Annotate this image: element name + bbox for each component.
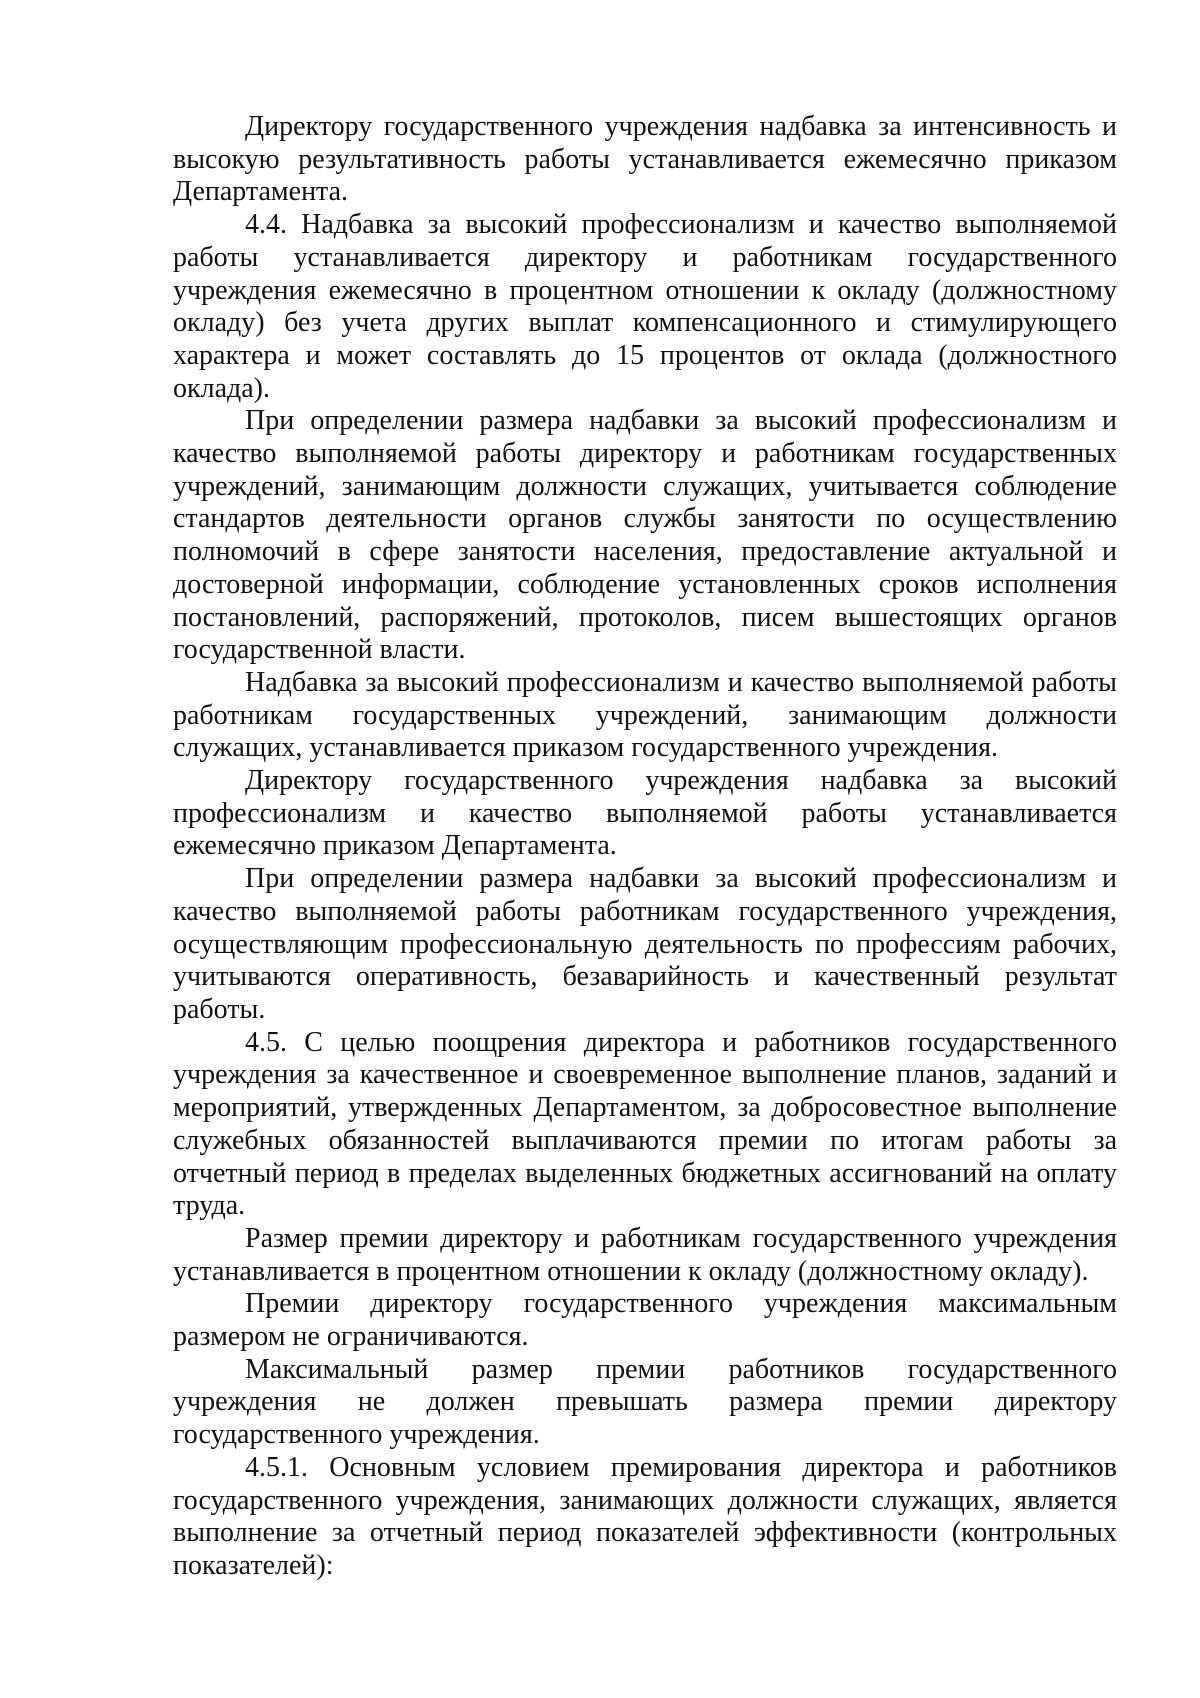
paragraph-4-5-1: 4.5.1. Основным условием премирования директора и работников государственного учреждения, занимающих должности служащих, является выполнение за отчетный период показателей эффективности (контрольных показателей):: [173, 1451, 1117, 1581]
paragraph-premium-size: Размер премии директору и работникам государственного учреждения устанавливается в процентном отношении к окладу (должностному окладу).: [173, 1222, 1117, 1287]
paragraph-max-premium-employees: Максимальный размер премии работников государственного учреждения не должен превышать размера премии директору государственного учреждения.: [173, 1353, 1117, 1451]
paragraph-bonus-order-director: Директору государственного учреждения надбавка за высокий профессионализм и качество выполняемой работы устанавливается ежемесячно приказом Департамента.: [173, 765, 1117, 862]
paragraph-bonus-order-employees: Надбавка за высокий профессионализм и качество выполняемой работы работникам государственных учреждений, занимающим должности служащих, устанавливается приказом государственного учреждения.: [173, 666, 1117, 764]
paragraph-director-premium-unlimited: Премии директору государственного учреждения максимальным размером не ограничиваются.: [173, 1288, 1117, 1353]
paragraph-4-4: 4.4. Надбавка за высокий профессионализм и качество выполняемой работы устанавливается директору и работникам государственного учреждения ежемесячно в процентном отношении к окладу (должностному окладу) без учета других выплат компенсационного и стимулирующего характера и может составлять до 15 процентов от оклада (должностного оклада).: [173, 209, 1117, 404]
paragraph-director-intensity-bonus: Директору государственного учреждения надбавка за интенсивность и высокую результативность работы устанавливается ежемесячно приказом Департамента.: [173, 111, 1117, 208]
paragraph-4-5: 4.5. С целью поощрения директора и работников государственного учреждения за качественное и своевременное выполнение планов, заданий и мероприятий, утвержденных Департаментом, за добросовестное выполнение служебных обязанностей выплачиваются премии по итогам работы за отчетный период в пределах выделенных бюджетных ассигнований на оплату труда.: [173, 1026, 1117, 1222]
paragraph-bonus-criteria-employees: При определении размера надбавки за высокий профессионализм и качество выполняемой работы директору и работникам государственных учреждений, занимающим должности служащих, учитывается соблюдение стандартов деятельности органов службы занятости по осуществлению полномочий в сфере занятости населения, предоставление актуальной и достоверной информации, соблюдение установленных сроков исполнения постановлений, распоряжений, протоколов, писем вышестоящих органов государственной власти.: [173, 405, 1117, 666]
document-body: [173, 111, 1117, 1583]
paragraph-bonus-criteria-workers: При определении размера надбавки за высокий профессионализм и качество выполняемой работы работникам государственного учреждения, осуществляющим профессиональную деятельность по профессиям рабочих, учитываются оперативность, безаварийность и качественный результат работы.: [173, 863, 1117, 1025]
